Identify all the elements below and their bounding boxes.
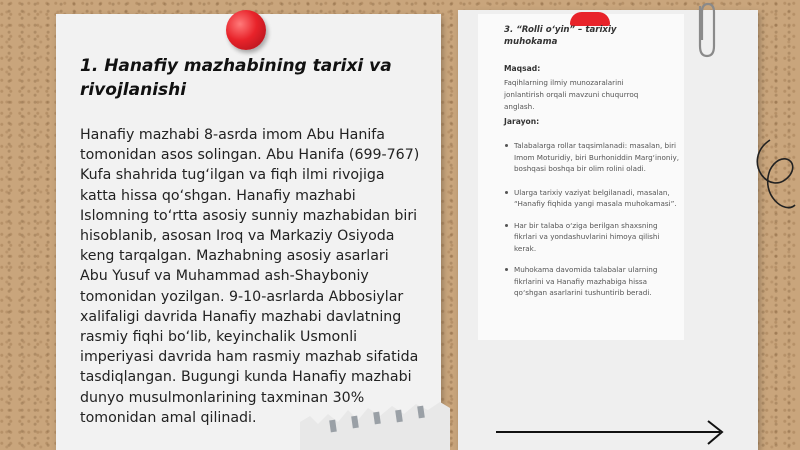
slide-title: 1. Hanafiy mazhabining tarixi va rivojlanishi [80,56,392,100]
red-pushpin-icon [226,10,266,50]
steps-list [504,140,679,311]
maqsad-text: Faqihlarning ilmiy munozaralarini jonlantirish orqali mavzuni chuqurroq anglash. [504,78,639,111]
embedded-title: 3. “Rolli o‘yin” – tarixiy muhokama [504,25,617,47]
slide-body-text: Hanafiy mazhabi 8-asrda imom Abu Hanifa tomonidan asos solingan. Abu Hanifa (699-767) Kufa shahrida tug‘ilgan va fiqh ilmi rivojiga katta hissa qo‘shgan. Hanafiy mazhabi Islomning to‘rtta asosiy sunniy mazhabidan biri hisoblanib, asosan Iroq va Markaziy Osiyoda keng tarqalgan. Mazhabning asosiy asarlari Abu Yusuf va Muhammad ash-Shayboniy tomonidan yozilgan. 9-10-asrlarda Abbosiylar xalifaligi davrida Hanafiy mazhabi davlatning rasmiy fiqhi bo‘lib, keyinchalik Usmonli imperiyasi davrida ham rasmiy mazhab sifatida tasdiqlangan. Bugungi kunda Hanafiy mazhabi dunyo musulmonlarining taxminan 30% tomonidan amal qilinadi. [80,127,420,426]
list-item: Muhokama davomida talabalar ularning fikrlarini va Hanafiy mazhabiga hissa qo‘shgan asarlarini tushuntirib beradi. [504,264,679,299]
jarayon-label: Jarayon: [504,117,540,126]
torn-paper-edge [300,402,450,450]
list-item: Talabalarga rollar taqsimlanadi: masalan, biri Imom Moturidiy, biri Burhoniddin Marg‘inoniy, boshqasi boshqa bir olim rolini oladi. [504,140,679,175]
list-item: Ularga tarixiy vaziyat belgilanadi, masalan, “Hanafiy fiqhida yangi masala muhokamasi”. [504,187,679,210]
swirl-doodle [757,140,795,208]
list-item: Har bir talaba o‘ziga berilgan shaxsning fikrlari va yondashuvlarini himoya qilishi kerak. [504,220,679,255]
maqsad-label: Maqsad: [504,64,541,73]
